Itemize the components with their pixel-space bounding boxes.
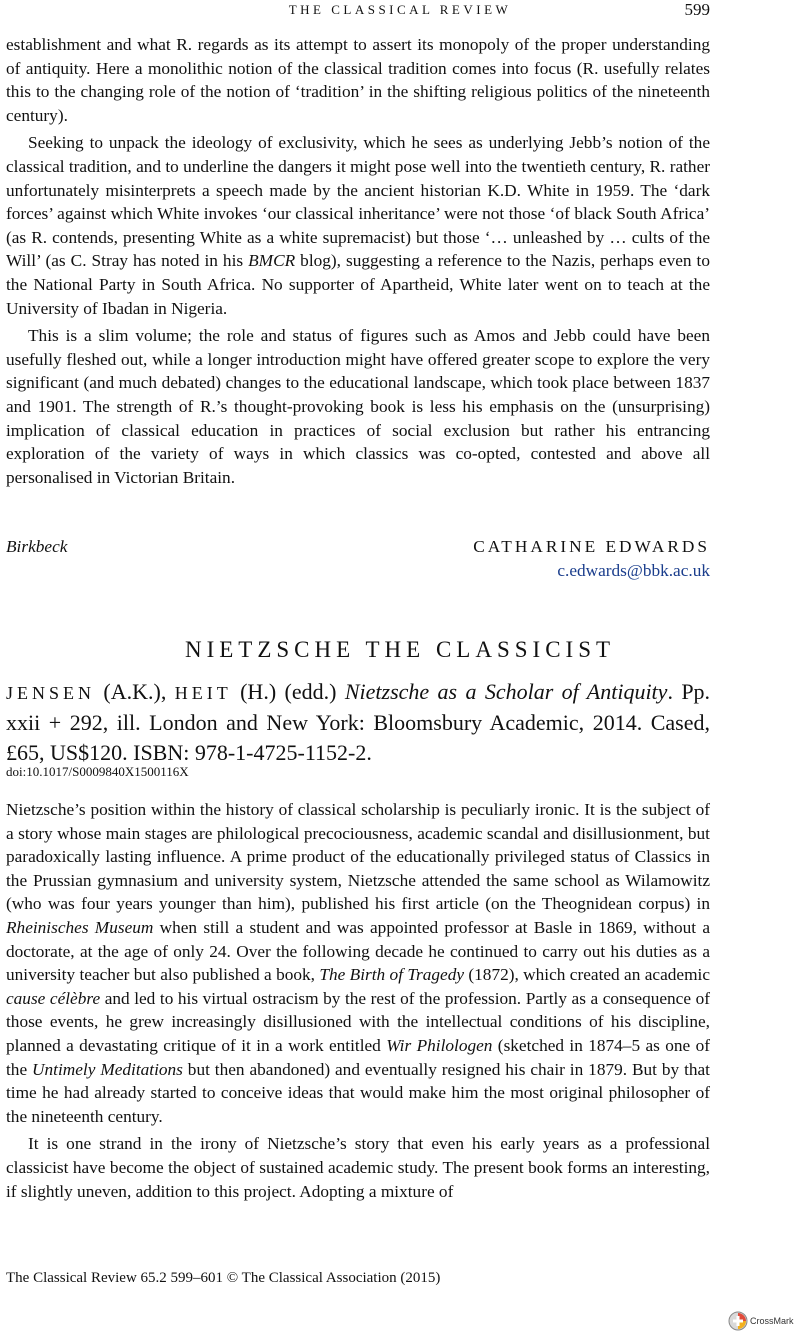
journal-footer: The Classical Review 65.2 599–601 © The Classical Association (2015) xyxy=(6,1270,441,1286)
running-header xyxy=(0,0,800,28)
paragraph: It is one strand in the irony of Nietzsche’s story that even his early years as a professional classicist have become the object of sustained academic study. The present book forms an interesting, if slightly uneven, addition to this project. Adopting a mixture of xyxy=(6,1134,710,1201)
reviewer-email-link[interactable]: c.edwards@bbk.ac.uk xyxy=(557,561,710,580)
paragraph: Nietzsche’s position within the history of classical scholarship is peculiarly ironic. It is the subject of a story whose main stages are philological precociousness, academic scandal and disillusionment, but paradoxically lasting influence. A prime product of the educationally privileged status of Classics in the Prussian gymnasium and university system, Nietzsche attended the same school as Wilamowitz (who was four years younger than him), published his first article (on the Theognidean corpus) in Rheinisches Museum when still a student and was appointed professor at Basle in 1869, without a doctorate, at the age of only 24. Over the following decade he continued to carry out his duties as a university teacher but also published a book, The Birth of Tragedy (1872), which created an academic cause célèbre and led to his virtual ostracism by the rest of the profession. Partly as a consequence of those events, he grew increasingly disillusioned with the intellectual conditions of his discipline, planned a devastating critique of it in a work entitled Wir Philologen (sketched in 1874–5 as one of the Untimely Meditations but then abandoned) and eventually resigned his chair in 1879. But by that time he had already started to conceive ideas that would make him the most original philosopher of the nineteenth century. xyxy=(6,800,711,1126)
page-number: 599 xyxy=(684,0,710,19)
doi[interactable]: doi:10.1017/S0009840X1500116X xyxy=(6,764,189,779)
paragraph: This is a slim volume; the role and status of figures such as Amos and Jebb could have been usefully fleshed out, while a longer introduction might have offered greater scope to explore the very significant (and much debated) changes to the educational landscape, which took place between 1837 and 1901. The strength of R.’s thought-provoking book is less his emphasis on the (unsurprising) implication of classical education in practices of social exclusion but rather his entrancing exploration of the variety of ways in which classics was co-opted, contested and above all personalised in Victorian Britain. xyxy=(6,326,710,487)
italic-text: BMCR xyxy=(248,251,296,271)
paragraph: Seeking to unpack the ideology of exclusivity, which he sees as underlying Jebb’s notion of the classical tradition, and to underline the dangers it might pose well into the twentieth century, R. rather unfortunately misinterprets a speech made by the ancient historian K.D. White in 1959. The ‘dark forces’ against which White invokes ‘our classical inheritance’ were not those ‘of black South Africa’ (as R. contends, presenting White as a white supremacist) but those ‘… unleashed by … cults of the Will’ (as C. Stray has noted in his BMCR blog), suggesting a reference to the Nazis, perhaps even to the National Party in South Africa. No supporter of Apartheid, White later went on to teach at the University of Ibadan in Nigeria. xyxy=(6,133,710,318)
review-body xyxy=(6,798,710,1203)
crossmark-icon xyxy=(728,1311,748,1331)
editor-name: HEIT xyxy=(174,683,232,703)
editor-name: JENSEN xyxy=(6,683,96,703)
crossmark-badge[interactable] xyxy=(728,1310,800,1332)
publication-details: . Pp. xxii + 292, ill. London and New York: Bloomsbury Academic, 2014. Cased, £65, US$120. ISBN: 978-1-4725-1152-2. xyxy=(6,679,711,765)
book-title: Nietzsche as a Scholar of Antiquity xyxy=(344,679,668,704)
reviewer-name: CATHARINE EDWARDS xyxy=(473,537,710,556)
paragraph: establishment and what R. regards as its attempt to assert its monopoly of the proper understanding of antiquity. Here a monolithic notion of the classical tradition comes into focus (R. usefully relates this to the changing role of the notion of ‘tradition’ in the shifting religious politics of the nineteenth century). xyxy=(6,35,710,125)
review-continuation xyxy=(6,33,710,489)
section-title: NIETZSCHE THE CLASSICIST xyxy=(184,637,616,662)
crossmark-label: CrossMark xyxy=(750,1316,794,1326)
book-citation: JENSEN (A.K.), HEIT (H.) (edd.) Nietzsche as a Scholar of Antiquity. Pp. xxii + 292, ill. London and New York: Bloomsbury Academic, 2014. Cased, £65, US$120. ISBN: 978-1-4725-1152-2. xyxy=(6,679,711,765)
running-title: THE CLASSICAL REVIEW xyxy=(288,2,512,17)
reviewer-affiliation: Birkbeck xyxy=(6,537,68,556)
